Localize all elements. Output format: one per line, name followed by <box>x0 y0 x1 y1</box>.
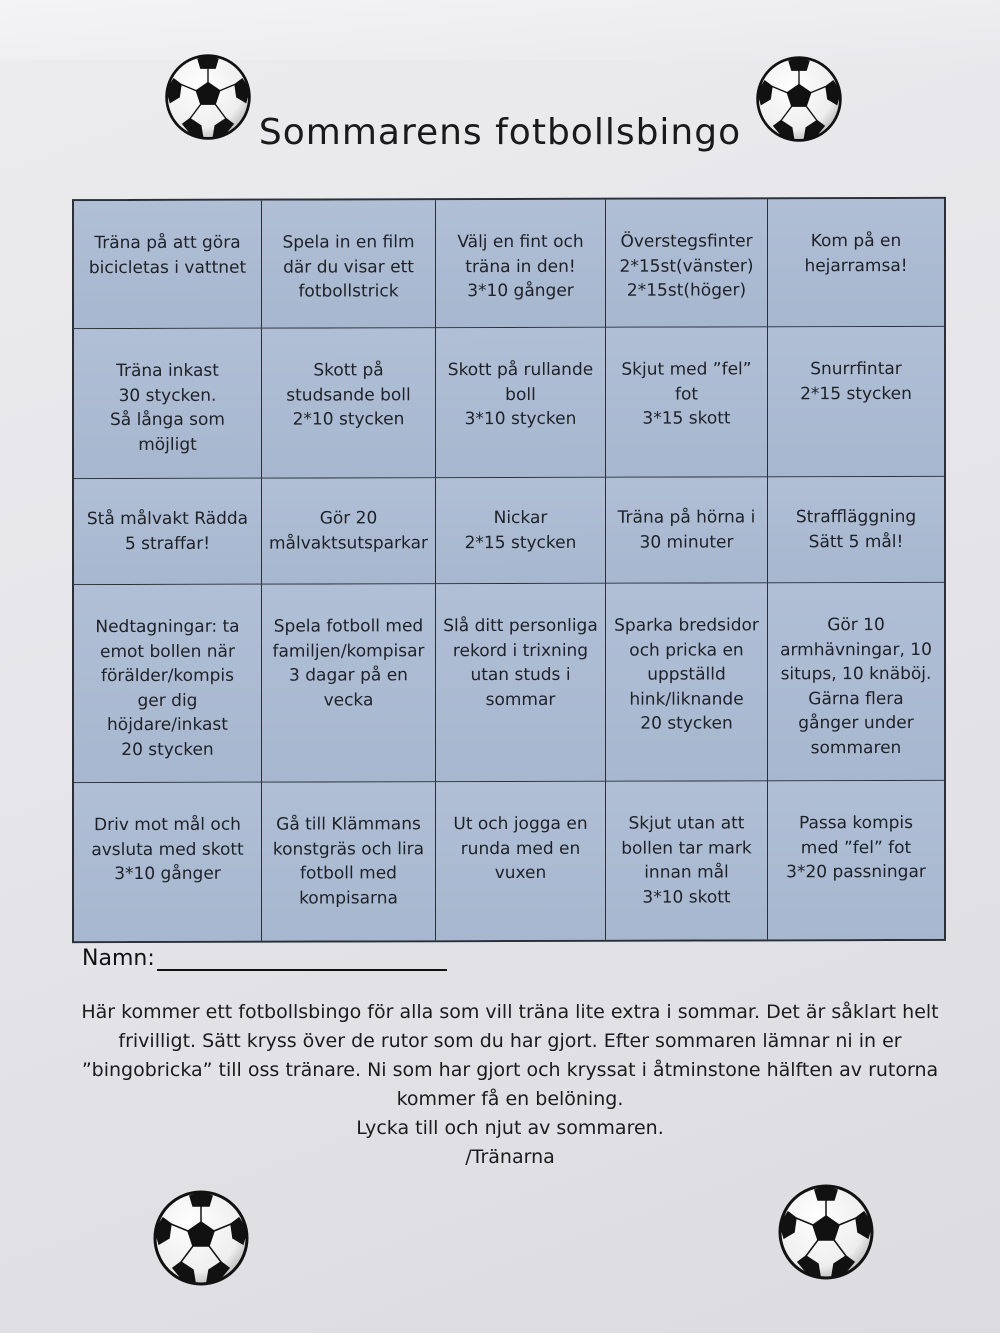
bingo-cell[interactable] <box>768 477 944 583</box>
closing-line: Lycka till och njut av sommaren. <box>356 1117 664 1139</box>
bingo-cell-text: Driv mot mål och avsluta med skott 3*10 gånger <box>91 814 244 885</box>
bingo-cell[interactable] <box>436 200 606 328</box>
bingo-cell[interactable] <box>262 584 436 782</box>
name-line[interactable] <box>157 949 447 971</box>
bingo-cell[interactable] <box>606 583 768 781</box>
bingo-cell-text: Skott på studsande boll 2*10 stycken <box>286 360 411 430</box>
bingo-cell[interactable] <box>262 200 436 328</box>
bingo-cell[interactable] <box>436 328 606 478</box>
bingo-cell[interactable] <box>436 782 606 940</box>
bingo-cell[interactable] <box>606 477 768 583</box>
bingo-cell-text: Välj en fint och träna in den! 3*10 gånger <box>457 231 584 302</box>
bingo-cell[interactable] <box>74 783 262 941</box>
bingo-cell-text: Snurrfintar 2*15 stycken <box>800 358 912 404</box>
bingo-cell[interactable] <box>606 199 768 327</box>
bingo-cell[interactable] <box>74 201 262 329</box>
bingo-cell-text: Skjut med ”fel” fot 3*15 skott <box>621 359 752 429</box>
bingo-cell-text: Spela fotboll med familjen/kompisar 3 dagar på en vecka <box>272 616 425 710</box>
bingo-cell[interactable] <box>768 781 944 939</box>
bingo-cell[interactable] <box>262 782 436 940</box>
bingo-cell-text: Slå ditt personliga rekord i trixning utan studs i sommar <box>443 615 598 710</box>
bingo-cell-text: Träna på att göra bicicletas i vattnet <box>88 232 247 278</box>
bingo-cell-text: Kom på en hejarramsa! <box>804 230 908 276</box>
instructions <box>80 998 940 1172</box>
bingo-cell-text: Ut och jogga en runda med en vuxen <box>453 813 588 884</box>
bingo-cell[interactable] <box>768 327 944 477</box>
bingo-cell-text: Träna på hörna i 30 minuter <box>617 507 756 553</box>
bingo-cell[interactable] <box>436 478 606 584</box>
bingo-cell-text: Överstegsfinter 2*15st(vänster) 2*15st(höger) <box>619 231 754 301</box>
bingo-cell[interactable] <box>606 327 768 477</box>
bingo-cell-text: Passa kompis med ”fel” fot 3*20 passningar <box>786 812 926 883</box>
bingo-cell[interactable] <box>262 478 436 584</box>
bingo-cell-text: Gör 10 armhävningar, 10 situps, 10 knäböj. Gärna flera gånger under sommaren <box>780 615 932 758</box>
name-field[interactable] <box>82 946 447 971</box>
paper-background <box>0 0 1000 60</box>
bingo-cell[interactable] <box>74 585 262 783</box>
bingo-cell[interactable] <box>768 199 944 327</box>
page-title: Sommarens fotbollsbingo <box>258 112 742 153</box>
bingo-cell[interactable] <box>74 479 262 585</box>
bingo-cell[interactable] <box>606 781 768 939</box>
bingo-cell-text: Träna inkast 30 stycken. Så långa som möjligt <box>110 360 225 455</box>
bingo-cell-text: Gör 20 målvaktsutsparkar <box>269 508 428 554</box>
name-label: Namn: <box>82 946 155 971</box>
bingo-cell-text: Stå målvakt Rädda 5 straffar! <box>86 508 249 554</box>
bingo-grid <box>72 197 946 943</box>
bingo-cell[interactable] <box>262 328 436 478</box>
bingo-cell-text: Nedtagningar: ta emot bollen när förälder/kompis ger dig höjdare/inkast 20 stycken <box>95 616 240 760</box>
bingo-cell-text: Gå till Klämmans konstgräs och lira fotboll med kompisarna <box>272 814 425 909</box>
bingo-cell-text: Skjut utan att bollen tar mark innan mål 3*10 skott <box>621 813 752 908</box>
soccer-ball-icon <box>776 1182 876 1282</box>
bingo-cell-text: Spela in en film där du visar ett fotbollstrick <box>282 232 415 302</box>
bingo-cell-text: Nickar 2*15 stycken <box>464 507 577 553</box>
signature: /Tränarna <box>465 1146 555 1168</box>
bingo-cell[interactable] <box>74 329 262 479</box>
bingo-cell[interactable] <box>436 584 606 782</box>
instructions-paragraph: Här kommer ett fotbollsbingo för alla som vill träna lite extra i sommar. Det är såklart helt frivilligt. Sätt kryss över de rutor som du har gjort. Efter sommaren lämnar ni in er ”bingobricka” till oss tränare. Ni som har gjort och kryssat i åtminstone hälften av rutorna kommer få en belöning. <box>81 1001 939 1110</box>
bingo-cell-text: Straffläggning Sätt 5 mål! <box>795 506 917 552</box>
bingo-cell-text: Skott på rullande boll 3*10 stycken <box>447 359 594 430</box>
soccer-ball-icon <box>150 1188 252 1288</box>
bingo-cell-text: Sparka bredsidor och pricka en uppställd hink/liknande 20 stycken <box>614 615 759 734</box>
bingo-cell[interactable] <box>768 583 944 781</box>
